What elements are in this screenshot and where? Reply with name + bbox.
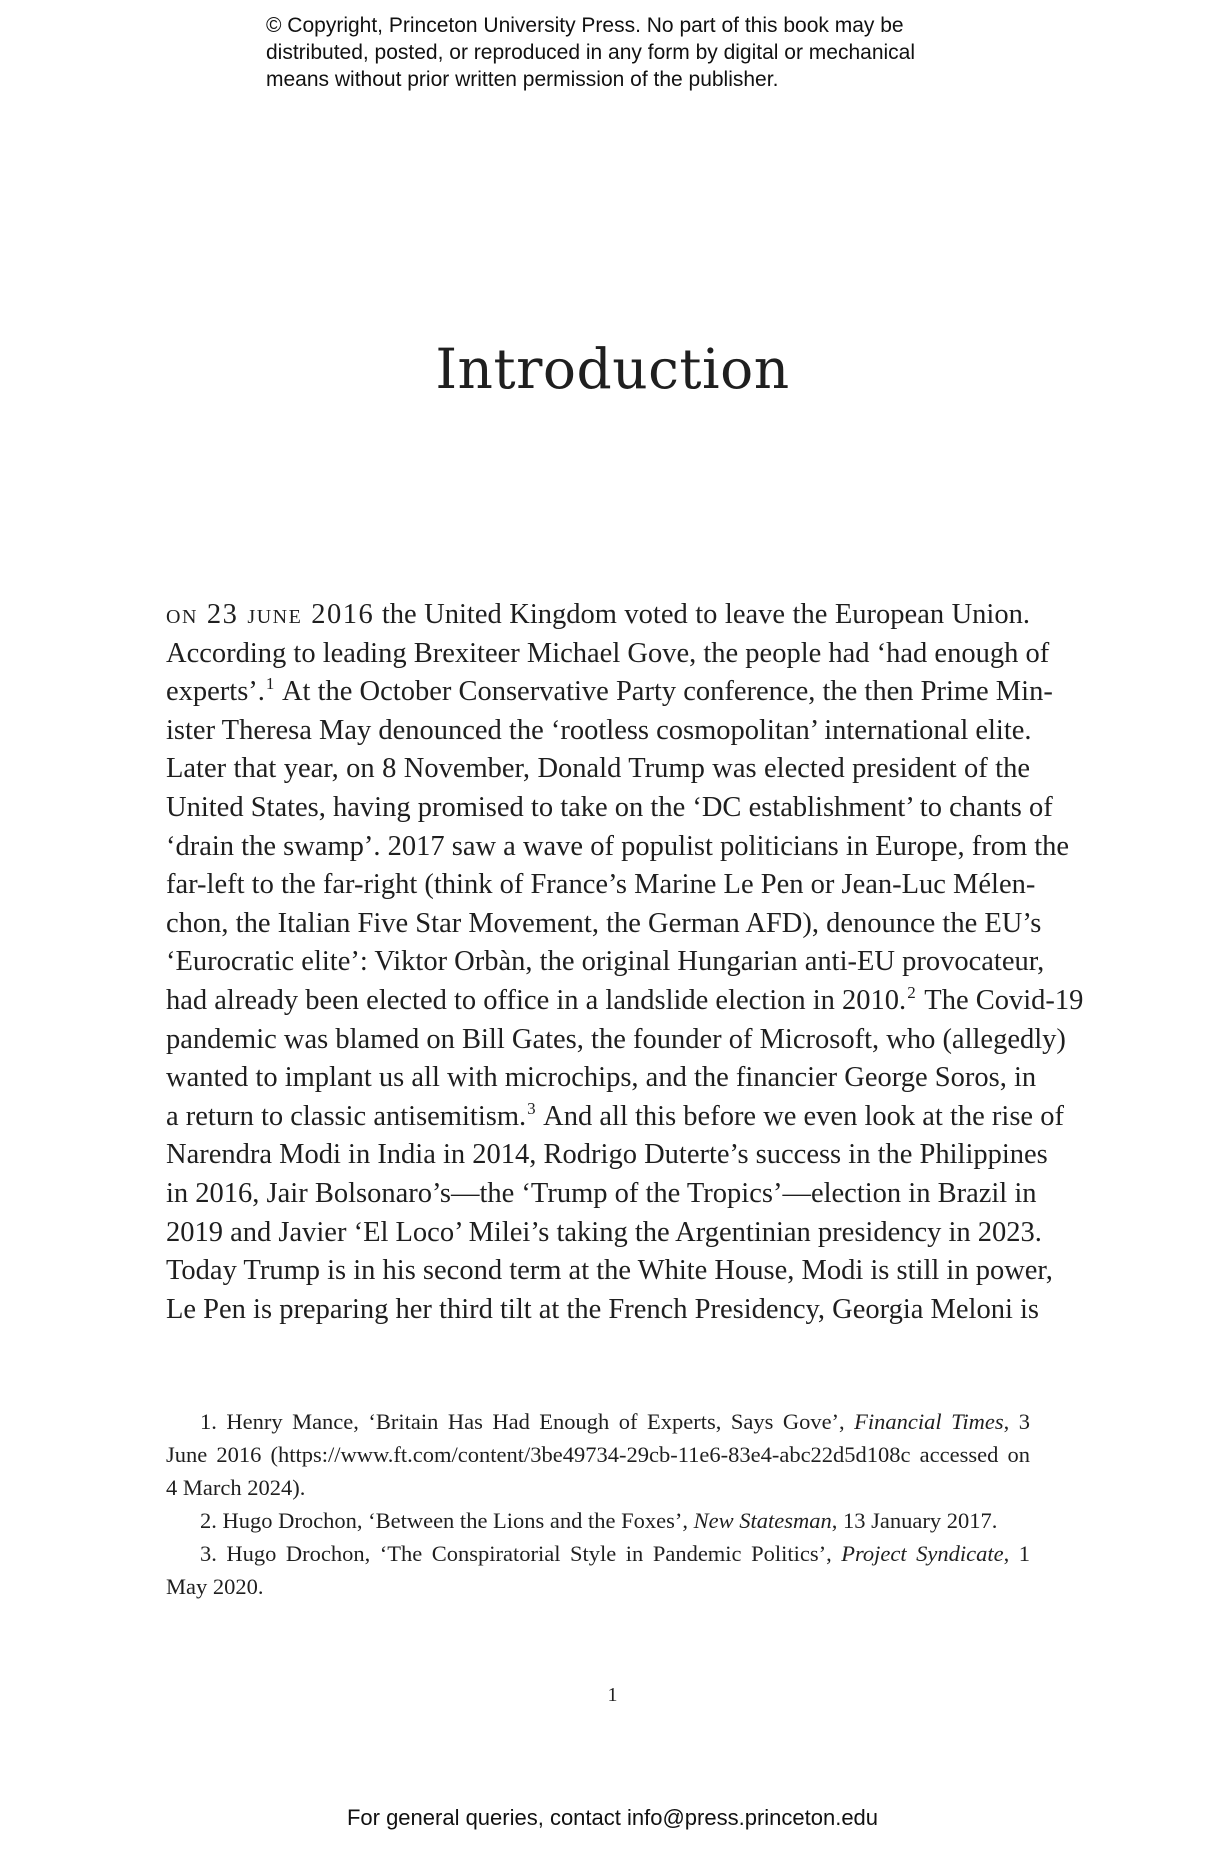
text-segment: had already been elected to office in a landslide election in 2010.: [166, 984, 907, 1016]
text-line: chon, the Italian Five Star Movement, the German AFD), denounce the EU’s: [166, 907, 1042, 939]
text-line: [166, 596, 1030, 635]
text-line: [166, 673, 1053, 712]
footnote-number: 2.: [200, 1508, 217, 1533]
publication-title: New Statesman: [693, 1508, 832, 1533]
footnote-text: Henry Mance, ‘Britain Has Had Enough of Experts, Says Gove’,: [216, 1409, 855, 1434]
footnote-line: [166, 1537, 1030, 1570]
text-segment: The Covid-19: [917, 984, 1084, 1016]
footnote-text: Hugo Drochon, ‘The Conspiratorial Style in Pandemic Politics’,: [216, 1541, 842, 1566]
text-segment: experts’.: [166, 676, 265, 708]
text-line: According to leading Brexiteer Michael Gove, the people had ‘had enough of: [166, 637, 1050, 669]
text-segment: the United Kingdom voted to leave the European Union.: [374, 599, 1030, 630]
footnote-line: May 2020.: [166, 1574, 264, 1599]
text-line: wanted to implant us all with microchips, and the financier George Soros, in: [166, 1062, 1037, 1094]
text-line: Today Trump is in his second term at the White House, Modi is still in power,: [166, 1255, 1053, 1287]
text-line: in 2016, Jair Bolsonaro’s—the ‘Trump of the Tropics’—election in Brazil in: [166, 1177, 1037, 1209]
footnote-number: 1.: [200, 1409, 217, 1434]
footnote-line: [166, 1405, 1030, 1438]
text-line: Le Pen is preparing her third tilt at the French Presidency, Georgia Meloni is: [166, 1293, 1039, 1325]
footnotes: [166, 1405, 1030, 1603]
footnote-1: [166, 1405, 1030, 1504]
text-line: ‘drain the swamp’. 2017 saw a wave of populist politicians in Europe, from the: [166, 830, 1070, 862]
footnote-3: [166, 1537, 1030, 1603]
contact-footer: For general queries, contact info@press.princeton.edu: [346, 1805, 879, 1830]
copyright-notice: [266, 12, 1026, 93]
text-line: [166, 1098, 1064, 1137]
text-line: Later that year, on 8 November, Donald Trump was elected president of the: [166, 753, 1030, 785]
footnote-marker[interactable]: 2: [907, 982, 916, 1002]
publication-title: Financial Times: [854, 1409, 1004, 1434]
footnote-2: [166, 1504, 1030, 1537]
footnote-text: , 3: [1003, 1409, 1031, 1434]
chapter-title: Introduction: [435, 337, 790, 401]
footnote-marker[interactable]: 3: [527, 1098, 536, 1118]
footnote-line: June 2016 (https://www.ft.com/content/3be49734-29cb-11e6-83e4-abc22d5d108c accessed on: [166, 1442, 1030, 1467]
footnote-text: , 1: [1003, 1541, 1030, 1566]
publication-title: Project Syndicate: [841, 1541, 1004, 1566]
footnote-number: 3.: [200, 1541, 217, 1566]
text-line: far-left to the far-right (think of France’s Marine Le Pen or Jean-Luc Mélen-: [166, 869, 1036, 901]
text-segment: And all this before we even look at the rise of: [537, 1100, 1064, 1132]
footnote-text: , 13 January 2017.: [831, 1508, 998, 1533]
footnote-text: Hugo Drochon, ‘Between the Lions and the Foxes’,: [216, 1508, 694, 1533]
page-number: 1: [607, 1684, 618, 1706]
body-paragraph: [166, 596, 1084, 1329]
text-line: [166, 982, 1084, 1021]
copyright-line: means without prior written permission of the publisher.: [266, 68, 779, 91]
copyright-line: © Copyright, Princeton University Press. No part of this book may be: [266, 14, 904, 37]
lead-smallcaps: on 23 june 2016: [166, 599, 375, 630]
footnote-line: 4 March 2024).: [166, 1475, 306, 1500]
text-line: ister Theresa May denounced the ‘rootless cosmopolitan’ international elite.: [166, 714, 1032, 746]
text-segment: At the October Conservative Party conference, the then Prime Min-: [276, 676, 1053, 708]
text-line: United States, having promised to take on the ‘DC establishment’ to chants of: [166, 791, 1053, 823]
text-line: 2019 and Javier ‘El Loco’ Milei’s taking the Argentinian presidency in 2023.: [166, 1216, 1042, 1248]
text-line: ‘Eurocratic elite’: Viktor Orbàn, the original Hungarian anti-EU provocateur,: [166, 946, 1045, 978]
copyright-line: distributed, posted, or reproduced in any form by digital or mechanical: [266, 41, 916, 64]
footnote-marker[interactable]: 1: [265, 674, 275, 694]
text-line: Narendra Modi in India in 2014, Rodrigo Duterte’s success in the Philippines: [166, 1139, 1048, 1171]
text-segment: a return to classic antisemitism.: [166, 1100, 527, 1132]
text-line: pandemic was blamed on Bill Gates, the founder of Microsoft, who (allegedly): [166, 1023, 1066, 1055]
footnote-line: [166, 1504, 1030, 1537]
